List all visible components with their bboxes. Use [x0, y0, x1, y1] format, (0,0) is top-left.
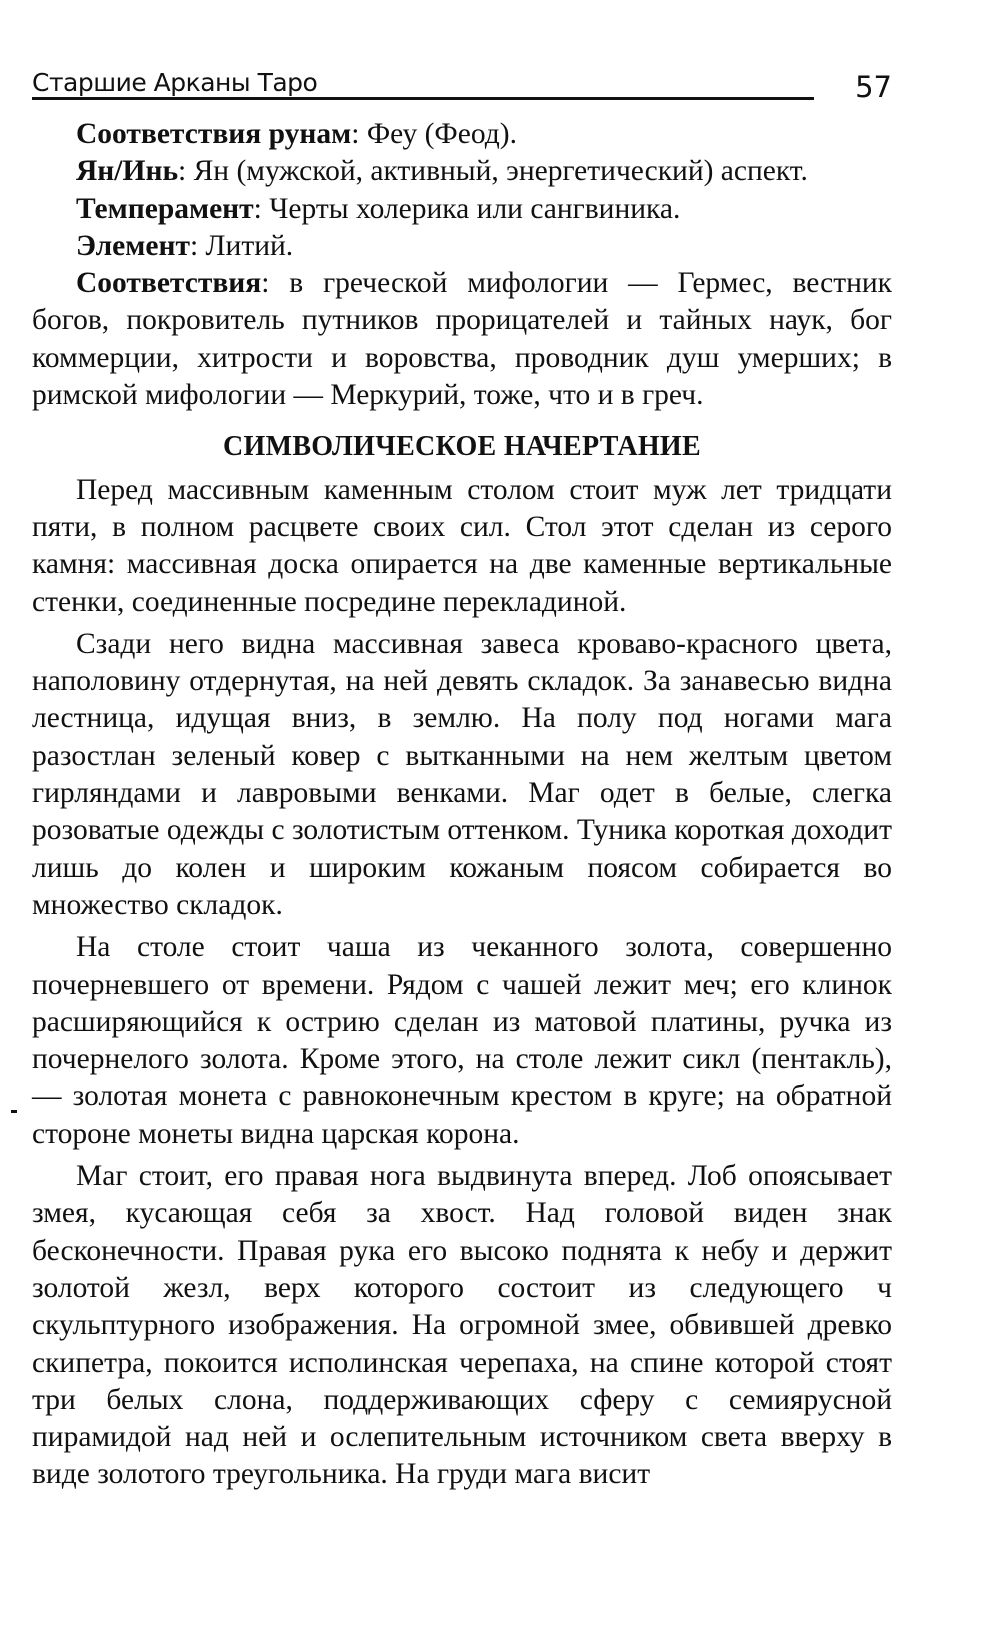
attribute-temperament [32, 191, 892, 228]
body-paragraph: Сзади него видна массивная завеса кроваво-красного цвета, наполовину отдернутая, на ней девять складок. За занавесью видна лестница, идущая вниз, в землю. На полу под ногами мага разостлан зеленый ковер с вытканными на нем желтым цветом гирляндами и лавровыми венками. Маг одет в белые, слегка розоватые одежды с золотистым оттенком. Туника короткая доходит лишь до колен и широким кожаным поясом собирается во множество складок. [32, 627, 892, 921]
body-paragraph: Маг стоит, его правая нога выдвинута вперед. Лоб опоясывает змея, кусающая себя за хвост. Над головой виден знак бесконечности. Правая рука его высоко поднята к небу и держит золотой жезл, верх которого состоит из следующего ч скульптурного изображения. На огромной змее, обвившей древко скипетра, покоится исполинская черепаха, на спине которой стоят три белых слона, поддерживающих сферу с семиярусной пирамидой над ней и ослепительным источником света вверху в виде золотого треугольника. На груди мага висит [32, 1160, 892, 1491]
body-paragraph: На столе стоит чаша из чеканного золота, совершенно почерневшего от времени. Рядом с чашей лежит меч; его клинок расширяющийся к острию сделан из матовой платины, ручка из почернелого золота. Кроме этого, на столе лежит сикл (пентакль), — золотая монета с равноконечным крестом в круге; на обратной стороне монеты видна царская корона. [32, 931, 892, 1150]
attribute-element [32, 228, 892, 265]
attribute-label: Ян/Инь [76, 155, 179, 188]
page-header [32, 66, 892, 106]
attribute-label: Темперамент [76, 192, 254, 225]
attribute-value: : Ян (мужской, активный, энергетический) аспект. [178, 155, 808, 188]
attribute-value: : Литий. [189, 229, 294, 262]
running-title: Старшие Арканы Таро [32, 68, 318, 97]
attribute-value: : Феу (Феод). [351, 118, 517, 150]
attribute-correspondences [32, 265, 892, 414]
page-body [32, 116, 892, 1499]
header-rule [32, 97, 814, 100]
page-number: 57 [855, 70, 892, 104]
attribute-value: : в греческой мифологии — Гермес, вестник богов, покровитель путников прорицателей и тайных наук, бог коммерции, хитрости и воровства, проводник душ умерших; в римской мифологии — Меркурий, тоже, что и в греч. [32, 267, 892, 412]
margin-mark [11, 1110, 17, 1113]
attribute-label: Элемент [76, 229, 190, 262]
attribute-value: : Черты холерика или сангвиника. [253, 192, 681, 225]
attribute-label: Соответствия [76, 267, 262, 300]
attribute-runes [32, 116, 892, 153]
section-heading: СИМВОЛИЧЕСКОЕ НАЧЕРТАНИЕ [223, 431, 701, 463]
attribute-label: Соответствия рунам [76, 118, 352, 150]
attribute-yin-yang [32, 153, 892, 190]
body-paragraph: Перед массивным каменным столом стоит муж лет тридцати пяти, в полном расцвете своих сил. Стол этот сделан из серого камня: массивная доска опирается на две каменные вертикальные стенки, соединенные посредине перекладиной. [32, 473, 892, 618]
